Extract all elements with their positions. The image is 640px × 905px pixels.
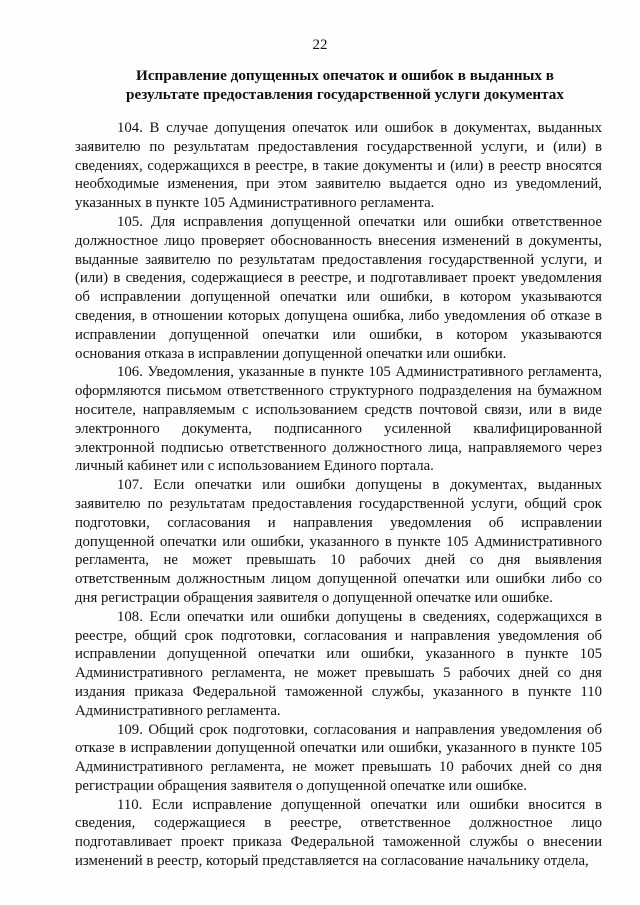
- paragraph-105: 105. Для исправления допущенной опечатки или ошибки ответственное должностное лицо проверяет обоснованность внесения изменений в документы, выданные заявителю по результатам предоставления государственной услуги, и (или) в сведения, содержащиеся в реестре, и подготавливает проект уведомления об исправлении допущенной опечатки или ошибки, в котором указываются сведения, в отношении которых допущена ошибка, либо уведомления об отказе в исправлении допущенной опечатки или ошибки, в котором указываются основания отказа в исправлении допущенной опечатки или ошибки.: [75, 213, 602, 362]
- paragraph-104: 104. В случае допущения опечаток или ошибок в документах, выданных заявителю по результатам предоставления государственной услуги, и (или) в сведениях, содержащихся в реестре, в такие документы и (или) в реестр вносятся необходимые изменения, при этом заявителю выдается одно из уведомлений, указанных в пункте 105 Административного регламента.: [75, 120, 602, 212]
- section-heading: Исправление допущенных опечаток и ошибок в выданных в результате предоставления государственной услуги документах: [126, 67, 564, 103]
- body-text: [75, 119, 602, 871]
- paragraph-109: 109. Общий срок подготовки, согласования и направления уведомления об отказе в исправлении допущенной опечатки или ошибки, указанного в пункте 105 Административного регламента, не может превышать 10 рабочих дней со дня регистрации обращения заявителя о допущенной опечатке или ошибке.: [75, 721, 602, 794]
- page-number: 22: [312, 37, 328, 53]
- paragraph-110: 110. Если исправление допущенной опечатки или ошибки вносится в сведения, содержащиеся в реестре, ответственное должностное лицо подготавливает проект приказа Федеральной таможенной службы о внесении изменений в реестр, который представляется на согласование начальнику отдела,: [75, 796, 602, 870]
- paragraph-107: 107. Если опечатки или ошибки допущены в документах, выданных заявителю по результатам предоставления государственной услуги, общий срок подготовки, согласования и направления уведомления об исправлении допущенной опечатки или ошибки, указанного в пункте 105 Административного регламента, не может превышать 10 рабочих дней со дня выявления ответственным должностным лицом допущенной опечатки или ошибки либо со дня регистрации обращения заявителя о допущенной опечатке или ошибке.: [75, 477, 602, 606]
- paragraph-106: 106. Уведомления, указанные в пункте 105 Административного регламента, оформляются письмом ответственного структурного подразделения на бумажном носителе, направляемым с использованием средств почтовой связи, или в виде электронного документа, подписанного усиленной квалифицированной электронной подписью ответственного должностного лица, направляемого через личный кабинет или с использованием Единого портала.: [75, 364, 602, 475]
- paragraph-108: 108. Если опечатки или ошибки допущены в сведениях, содержащихся в реестре, общий срок подготовки, согласования и направления уведомления об исправлении допущенной опечатки или ошибки, указанного в пункте 105 Административного регламента, не может превышать 5 рабочих дней со дня издания приказа Федеральной таможенной службы, указанного в пункте 110 Административного регламента.: [75, 608, 602, 719]
